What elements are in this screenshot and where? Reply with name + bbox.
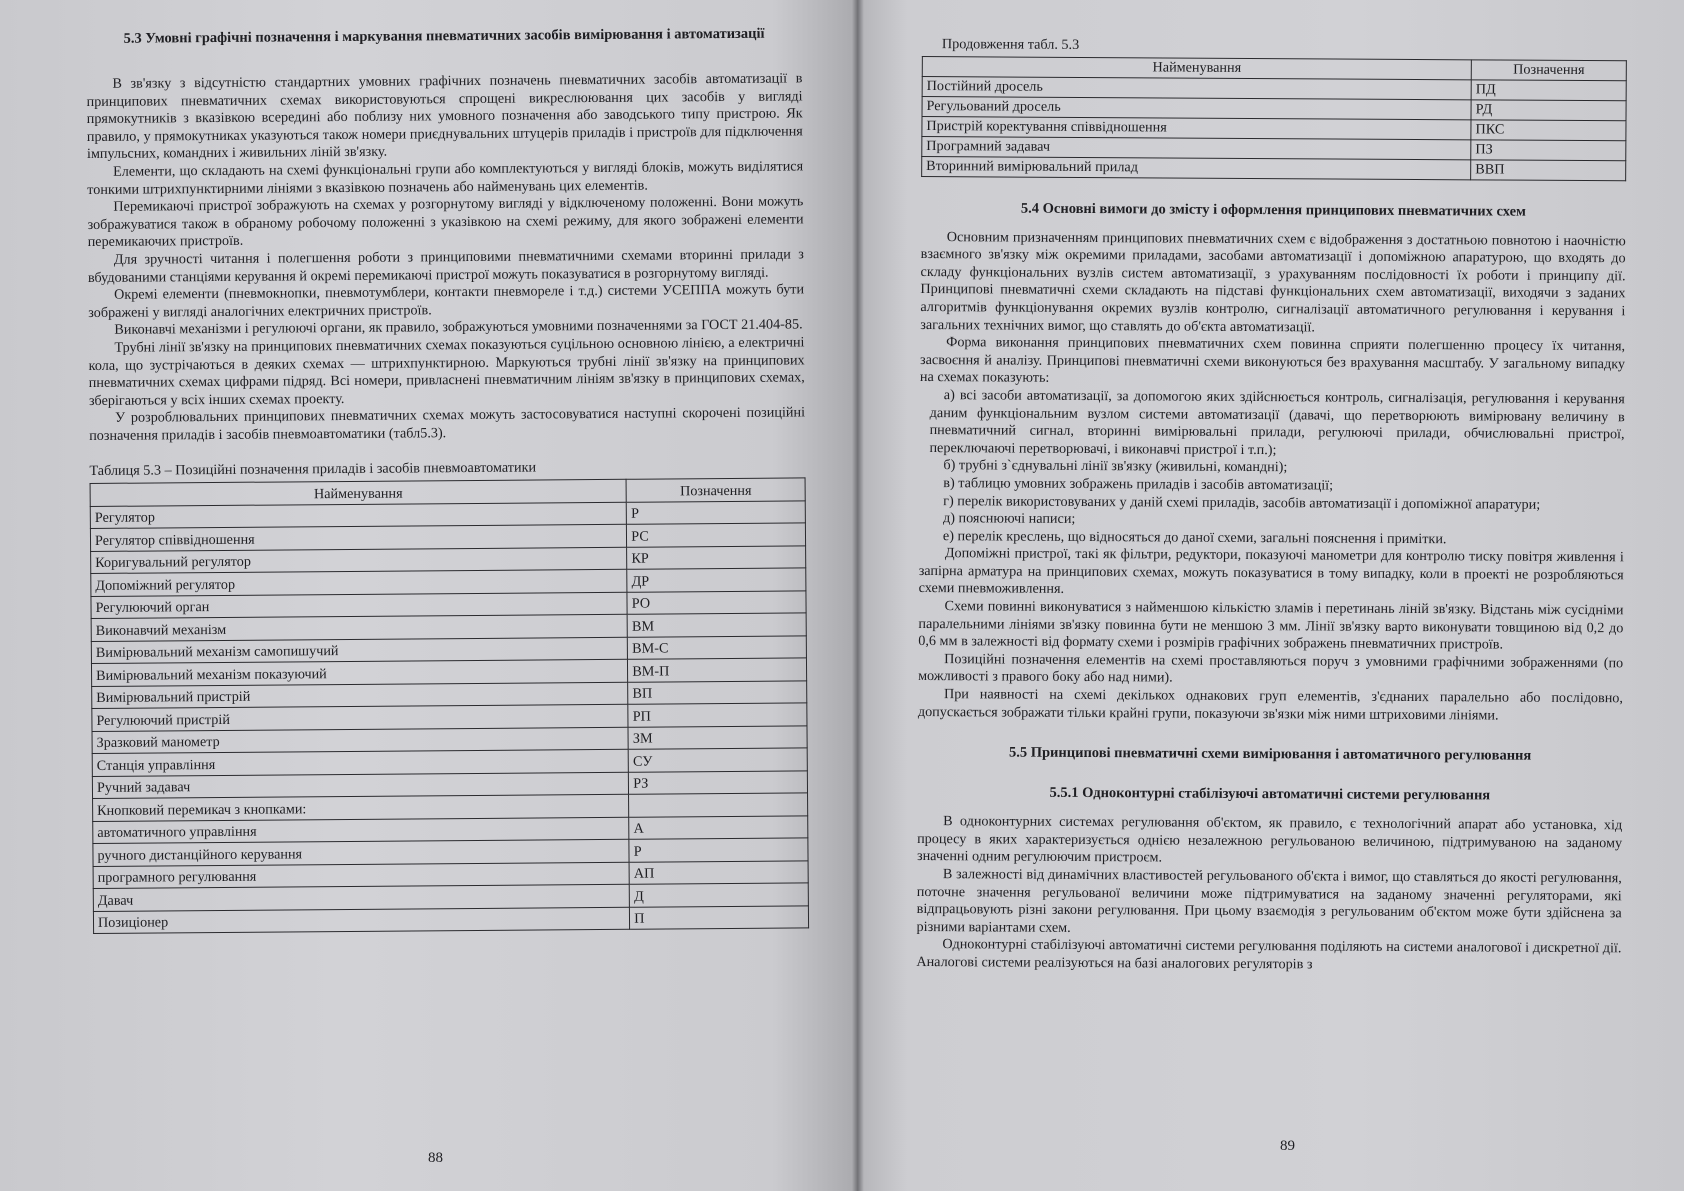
paragraph: Виконавчі механізми і регулюючі органи, як правило, зображуються умовними позначеннями за ГОСТ 21.404-85. bbox=[114, 316, 803, 339]
paragraph: Схеми повинні виконуватися з найменшою кількістю зламів і перетинань ліній зв'язку. Відстань між сусідніми паралельними лініями зв'язку повинна бути не меншою 3 мм. Лінії зв'язку варто виконувати товщиною від 0,2 до 0,6 мм в залежності від формату схеми і розмірів графічних зображень пневматичних пристроїв. bbox=[918, 598, 1624, 653]
list-item: е) перелік креслень, що відносяться до даної схеми, загальні пояснення і примітки. bbox=[942, 527, 1447, 547]
table-cell-name: Програмний задавач bbox=[922, 136, 1471, 159]
table-cell-code: П bbox=[630, 905, 809, 929]
paragraph: Допоміжні пристрої, такі як фільтри, редуктори, показуючі манометри для контролю тиску повітря живлення і запірна арматура на принципових схемах, можуть показуватися в тому випадку, коли в проекті не розробляються схеми пневможивлення. bbox=[918, 545, 1624, 598]
table-cell-name: Регулятор bbox=[90, 502, 626, 529]
table-cell-code: РД bbox=[1471, 99, 1626, 120]
table-header-code: Позначення bbox=[1471, 59, 1626, 80]
book-gutter-shadow bbox=[852, 0, 864, 1191]
table-cell-name: Коригувальний регулятор bbox=[91, 547, 627, 574]
table-cell-name: Станція управління bbox=[92, 749, 628, 776]
table-cell-code: РО bbox=[627, 590, 806, 614]
paragraph: В одноконтурних системах регулювання об'єктом, як правило, є технологічний апарат або установка, хід процесу в яких характеризується однією незалежною регульованою величиною, підтримуваною на заданому значенні одним регулюючим пристроєм. bbox=[916, 813, 1623, 866]
table-cell-name: Ручний задавач bbox=[92, 772, 628, 799]
table-cell-name: Зразковий манометр bbox=[92, 727, 628, 754]
table-cell-code bbox=[629, 793, 808, 817]
table-row bbox=[93, 905, 808, 933]
table-cell-code: ВМ bbox=[627, 613, 806, 637]
table-cell-name: Кнопковий перемикач з кнопками: bbox=[93, 794, 629, 821]
table-row bbox=[922, 156, 1626, 180]
paragraph: Одноконтурні стабілізуючі автоматичні системи регулювання поділяють на системи аналогової і дискретної дії. Аналогові системи реалізуються на базі аналогових регуляторів з bbox=[916, 936, 1622, 973]
paragraph: В залежності від динамічних властивостей регульованого об'єкта і вимог, що ставляться до якості регулювання, поточне значення регульованої величини може підтримуватися на заданому значенні регуляторами, які відпрацьовують різні закони регулювання. При цьому взаємодія з регульованим об'єктом може бути здійснена за різними варіантами схем. bbox=[916, 866, 1622, 936]
left-page-content bbox=[86, 24, 809, 934]
table-cell-name: Давач bbox=[93, 884, 629, 911]
paragraph: У розроблювальних принципових пневматичних схемах можуть застосовуватися наступні скорочені позиційні позначення приладів і засобів пневмоавтоматики (табл5.3). bbox=[89, 404, 806, 444]
table-cell-name: Вимірювальний пристрій bbox=[92, 682, 628, 709]
paragraph: Перемикаючі пристрої зображують на схемах у розгорнутому вигляді у відключеному положенні. Вони можуть зображуватися також в обраному робочому положенні з указівкою на схемі режиму, для якого зображені елементи перемикаючих пристроїв. bbox=[87, 193, 804, 251]
table-header-name: Найменування bbox=[922, 56, 1471, 79]
page-number: 88 bbox=[428, 1150, 443, 1166]
table-cell-code: ВП bbox=[628, 680, 807, 704]
table-cell-name: Пристрій коректування співвідношення bbox=[922, 116, 1471, 139]
table-cell-name: Вторинний вимірювальний прилад bbox=[922, 156, 1471, 179]
table-cell-name: Регулятор співвідношення bbox=[90, 524, 626, 551]
paragraph: Трубні лінії зв'язку на принципових пневматичних схемах показуються суцільною основною лінією, а електричні кола, що зустрічаються в деяких схемах — штрихпунктирною. Маркуються трубні лінії зв'язку на принципових пневматичних схемах цифрами підряд. Всі номери, привласнені пневматичним лініям зв'язку в принципових схемах, зберігаються у всіх інших схемах проекту. bbox=[88, 334, 805, 409]
list-item: а) всі засоби автоматизації, за допомогою яких здійснюється контроль, сигналізація, регулювання і керування даним функціональним вузлом системи автоматизації (давачі, що перетворюють вимірювану величину в пневматичний сигнал, вторинні вимірювальні прилади, регулюючі прилади, обчислювальні пристрої, переключаючі перетворювачі, і виконавчі пристрої і т.п.); bbox=[929, 387, 1625, 458]
table-cell-code: Д bbox=[629, 883, 808, 907]
table-cell-code: ВВП bbox=[1471, 159, 1626, 180]
paragraph: Елементи, що складають на схемі функціональні групи або комплектуються у вигляді блоків, можуть виділятися тонкими штрихпунктирними лініями з вказівкою позначень або найменувань цих елементів. bbox=[87, 158, 804, 198]
table-cell-code: ВМ-С bbox=[628, 635, 807, 659]
section-heading-5-5: 5.5 Принципові пневматичні схеми вимірювання і автоматичного регулювання bbox=[1008, 744, 1532, 764]
table-cell-name: Вимірювальний механізм показуючий bbox=[91, 659, 627, 686]
right-page bbox=[858, 0, 1684, 1191]
section-heading-5-3: 5.3 Умовні графічні позначення і маркування пневматичних засобів вимірювання і автоматизації bbox=[123, 25, 765, 47]
table-header-code: Позначення bbox=[626, 478, 805, 502]
list-item: в) таблицю умовних зображень приладів і засобів автоматизації; bbox=[943, 475, 1334, 494]
paragraph: В зв'язку з відсутністю стандартних умовних графічних позначень пневматичних засобів автоматизації в принципових пневматичних схемах використовуються спрощені викреслюювання цих засобів у вигляді прямокутників з вказівкою всередині або поблизу них умовного позначення або заводського типу пристрою. Як правило, у прямокутниках указуються також номери приєднувальних штуцерів приладів і пристроїв для підключення імпульсних, командних і живильних ліній зв'язку. bbox=[86, 70, 803, 163]
table-cell-code: РП bbox=[628, 703, 807, 727]
table-caption: Таблиця 5.3 – Позиційні позначення приладів і засобів пневмоавтоматики bbox=[89, 459, 537, 480]
table-cell-code: РС bbox=[627, 523, 806, 547]
paragraph: Форма виконання принципових пневматичних схем повинна сприяти полегшенню процесу їх читання, засвоєння й аналізу. Принципові пневматичні схеми виконуються без врахування масштабу. У загальному випадку на схемах показують: bbox=[919, 334, 1626, 387]
table-cell-code: Р bbox=[626, 500, 805, 524]
table-cell-name: автоматичного управління bbox=[93, 817, 629, 844]
paragraph: При наявності на схемі декількох однакових груп елементів, з'єднаних паралельно або послідовно, допускається зображати тільки крайні групи, показуючи зв'язки між ними штриховими лініями. bbox=[917, 686, 1624, 724]
paragraph: Для зручності читання і полегшення роботи з принциповими пневматичними схемами вторинні прилади з вбудованими станціями керування й окремі перемикаючі пристрої можуть показуватися в розгорнутому вигляді. bbox=[87, 246, 804, 286]
table-cell-code: Р bbox=[629, 838, 808, 862]
table-cell-code: ДР bbox=[627, 568, 806, 592]
paragraph: Основним призначенням принципових пневматичних схем є відображення з достатньою повнотою і наочністю взаємного зв'язку між окремими приладами, засобами автоматизації і допоміжною апаратурою, що входять до складу функціональних вузлів систем автоматизації, з урахуванням послідовності їх роботи і принципу дії. Принципові пневматичні схеми складають на підставі функціональних схем автоматизації, виходячи з заданих алгоритмів функціонування окремих вузлів контролю, сигналізації автоматичного регулювання і керування і загальних технічних вимог, що ставлять до об'єкта автоматизації. bbox=[920, 228, 1626, 335]
table-cell-code: РЗ bbox=[629, 770, 808, 794]
table-continuation-caption: Продовження табл. 5.3 bbox=[941, 36, 1080, 53]
table-cell-name: Позиціонер bbox=[93, 907, 629, 934]
table-cell-code: ВМ-П bbox=[628, 658, 807, 682]
table-cell-code: СУ bbox=[628, 748, 807, 772]
table-cell-name: ручного дистанційного керування bbox=[93, 839, 629, 866]
table-cell-code: ПЗ bbox=[1471, 139, 1626, 160]
section-heading-5-5-1: 5.5.1 Одноконтурні стабілізуючі автоматичні системи регулювання bbox=[1049, 785, 1491, 804]
list-item: д) пояснюючі написи; bbox=[943, 510, 1076, 528]
table-cell-code: ЗМ bbox=[628, 725, 807, 749]
table-cell-name: Виконавчий механізм bbox=[91, 614, 627, 641]
section-heading-5-4: 5.4 Основні вимоги до змісту і оформлення принципових пневматичних схем bbox=[1020, 200, 1527, 220]
list-item: б) трубні з`єднувальні лінії зв'язку (живильні, командні); bbox=[943, 457, 1288, 476]
page-number: 89 bbox=[1280, 1138, 1295, 1154]
table-cell-code: ПД bbox=[1471, 79, 1626, 100]
right-page-content bbox=[916, 36, 1627, 976]
table-cell-name: програмного регулювання bbox=[93, 862, 629, 889]
table-cell-code: АП bbox=[629, 860, 808, 884]
table-cell-name: Вимірювальний механізм самопишучий bbox=[91, 637, 627, 664]
table-cell-code: КР bbox=[627, 545, 806, 569]
table-cell-code: ПКС bbox=[1471, 119, 1626, 140]
table-header-name: Найменування bbox=[90, 479, 626, 506]
table-cell-name: Регулюючий пристрій bbox=[92, 704, 628, 731]
paragraph: Позиційні позначення елементів на схемі проставляються поруч з умовними графічними зображеннями (по можливості з правого боку або над ними). bbox=[918, 650, 1624, 686]
table-cell-name: Допоміжний регулятор bbox=[91, 569, 627, 596]
table-cell-name: Регулюючий орган bbox=[91, 592, 627, 619]
designation-table bbox=[90, 477, 810, 934]
paragraph: Окремі елементи (пневмокнопки, пневмотумблери, контакти пневмореле і т.д.) системи УСЕППА можуть бути зображені у вигляді аналогічних електричних пристроїв. bbox=[88, 281, 805, 321]
list-item: г) перелік використовуваних у даній схемі приладів, засобів автоматизації і допоміжної апаратури; bbox=[943, 492, 1541, 513]
table-cell-name: Постійний дросель bbox=[922, 76, 1471, 99]
designation-table-continued bbox=[921, 56, 1627, 181]
table-cell-code: А bbox=[629, 815, 808, 839]
table-cell-name: Регульований дросель bbox=[922, 96, 1471, 119]
